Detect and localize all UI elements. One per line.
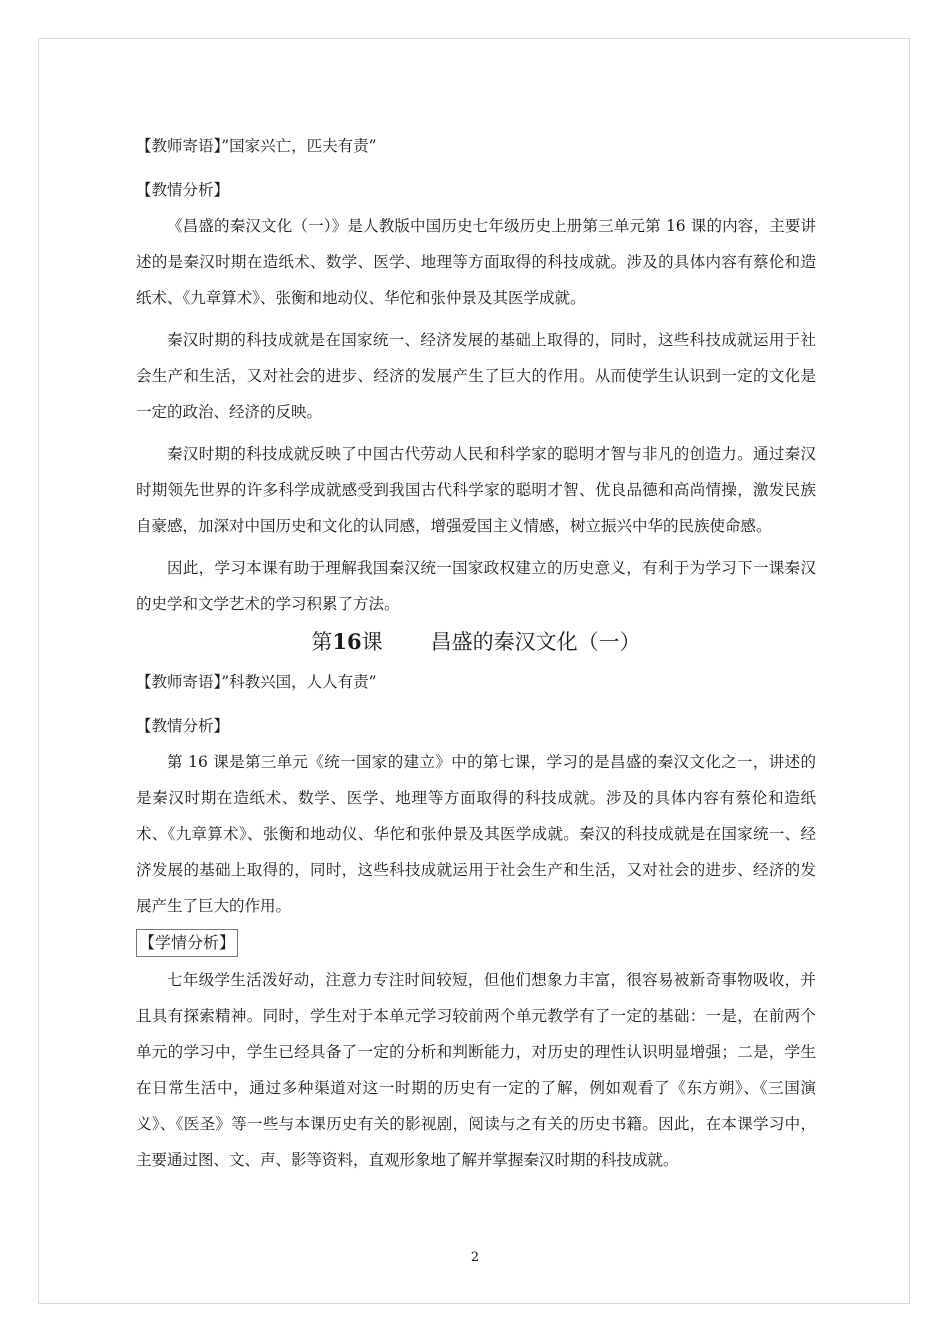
- lesson-name: 昌盛的秦汉文化（一）: [430, 630, 641, 654]
- lesson-title: [136, 624, 816, 660]
- paragraph: 第 16 课是第三单元《统一国家的建立》中的第七课，学习的是昌盛的秦汉文化之一，讲述的是秦汉时期在造纸术、数学、医学、地理等方面取得的科技成就。涉及的具体内容有蔡伦和造纸术、《九章算术》、张衡和地动仪、华佗和张仲景及其医学成就。秦汉的科技成就是在国家统一、经济发展的基础上取得的，同时，这些科技成就运用于社会生产和生活，又对社会的进步、经济的发展产生了巨大的作用。: [136, 753, 816, 915]
- lesson-number: 16: [332, 629, 362, 654]
- paragraph: 秦汉时期的科技成就是在国家统一、经济发展的基础上取得的，同时，这些科技成就运用于社会生产和生活，又对社会的进步、经济的发展产生了巨大的作用。从而使学生认识到一定的文化是一定的政治、经济的反映。: [136, 331, 816, 421]
- teacher-motto: 【教师寄语】”科教兴国，人人有责”: [136, 673, 377, 691]
- section-heading-student-analysis: 【学情分析】: [136, 929, 238, 957]
- page-number: 2: [470, 1250, 480, 1265]
- lesson-title-suffix: 课: [361, 630, 383, 654]
- section-heading-teaching-analysis: 【教情分析】: [136, 181, 230, 199]
- paragraph: 因此，学习本课有助于理解我国秦汉统一国家政权建立的历史意义，有利于为学习下一课秦汉的史学和文学艺术的学习积累了方法。: [136, 559, 816, 613]
- section-heading-teaching-analysis: 【教情分析】: [136, 717, 230, 735]
- lesson-title-prefix: 第: [311, 630, 333, 654]
- document-body: [136, 128, 816, 1178]
- paragraph: 七年级学生活泼好动，注意力专注时间较短，但他们想象力丰富，很容易被新奇事物吸收，并且具有探索精神。同时，学生对于本单元学习较前两个单元教学有了一定的基础：一是，在前两个单元的学习中，学生已经具备了一定的分析和判断能力，对历史的理性认识明显增强；二是，学生在日常生活中，通过多种渠道对这一时期的历史有一定的了解，例如观看了《东方朔》、《三国演义》、《医圣》等一些与本课历史有关的影视剧，阅读与之有关的历史书籍。因此，在本课学习中，主要通过图、文、声、影等资料，直观形象地了解并掌握秦汉时期的科技成就。: [136, 971, 816, 1169]
- paragraph: 《昌盛的秦汉文化（一）》是人教版中国历史七年级历史上册第三单元第 16 课的内容，主要讲述的是秦汉时期在造纸术、数学、医学、地理等方面取得的科技成就。涉及的具体内容有蔡伦和造纸术、《九章算术》、张衡和地动仪、华佗和张仲景及其医学成就。: [136, 217, 816, 307]
- paragraph: 秦汉时期的科技成就反映了中国古代劳动人民和科学家的聪明才智与非凡的创造力。通过秦汉时期领先世界的许多科学成就感受到我国古代科学家的聪明才智、优良品德和高尚情操，激发民族自豪感，加深对中国历史和文化的认同感，增强爱国主义情感，树立振兴中华的民族使命感。: [136, 445, 816, 535]
- teacher-motto: 【教师寄语】”国家兴亡，匹夫有责”: [136, 137, 377, 155]
